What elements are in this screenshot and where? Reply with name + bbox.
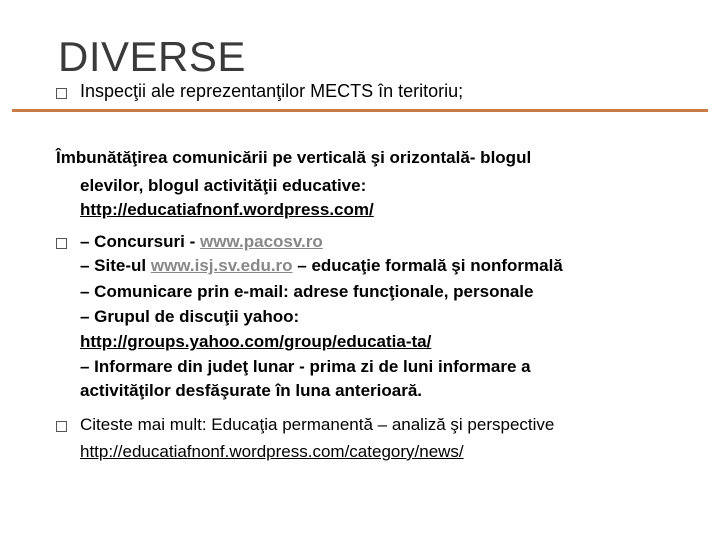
isj-link[interactable]: www.isj.sv.edu.ro bbox=[150, 256, 293, 275]
list-item-concursuri bbox=[80, 231, 323, 253]
bullet-square-icon bbox=[56, 238, 67, 249]
news-link[interactable]: http://educatiafnonf.wordpress.com/category/news/ bbox=[80, 442, 464, 461]
list-item-grupul: – Grupul de discuţii yahoo: bbox=[80, 307, 300, 326]
citeste-text: Citeste mai mult: Educaţia permanentă – analiză şi perspective bbox=[80, 415, 555, 434]
list-item-comunicare: – Comunicare prin e-mail: adrese funcţionale, personale bbox=[80, 282, 534, 301]
bullet-square-icon bbox=[56, 421, 67, 432]
concursuri-text: – Concursuri - bbox=[80, 232, 200, 251]
pacosv-link[interactable]: www.pacosv.ro bbox=[199, 232, 323, 251]
title-divider bbox=[12, 109, 708, 112]
bullet-square-icon bbox=[56, 88, 67, 99]
top-bullet-text: Inspecţii ale reprezentanţilor MECTS în teritoriu; bbox=[80, 81, 464, 101]
blog-link[interactable]: http://educatiafnonf.wordpress.com/ bbox=[80, 200, 374, 219]
site-suffix: – educaţie formală şi nonformală bbox=[292, 256, 563, 275]
para-line-2: elevilor, blogul activităţii educative: bbox=[80, 176, 367, 195]
yahoo-group-link[interactable]: http://groups.yahoo.com/group/educatia-ta/ bbox=[80, 332, 432, 351]
list-item-informare-cont: activităţilor desfăşurate în luna anterioară. bbox=[80, 381, 423, 400]
slide-title: DIVERSE bbox=[58, 33, 246, 80]
list-item-informare: – Informare din judeţ lunar - prima zi de luni informare a bbox=[80, 357, 531, 376]
site-prefix: – Site-ul bbox=[80, 256, 151, 275]
list-item-site bbox=[80, 255, 563, 277]
para-line-1: Îmbunătăţirea comunicării pe verticală şi orizontală- blogul bbox=[56, 148, 532, 167]
